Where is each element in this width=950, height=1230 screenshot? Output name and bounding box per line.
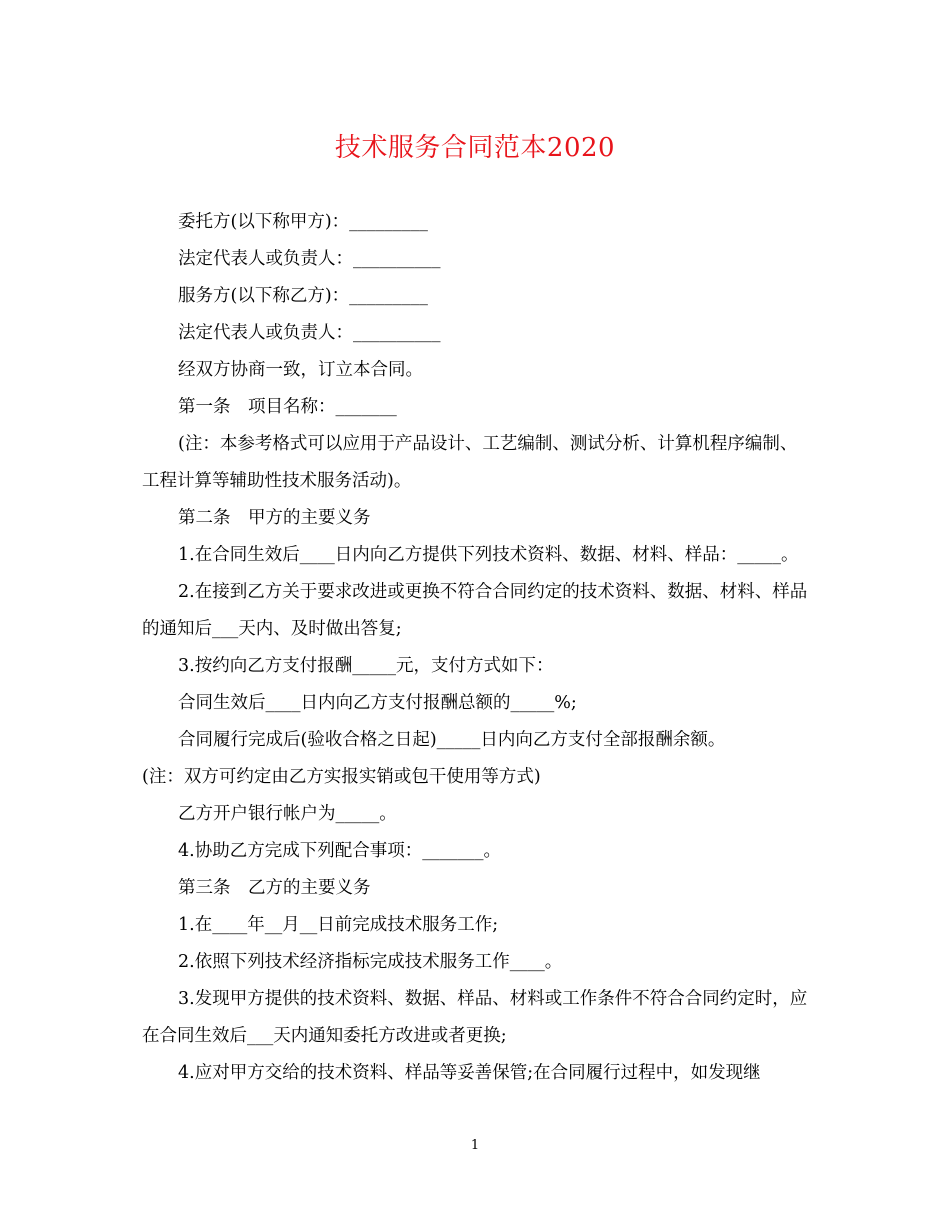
article-3-item-3: 3.发现甲方提供的技术资料、数据、样品、材料或工作条件不符合合同约定时，应在合同生效后___天内通知委托方改进或者更换;	[142, 989, 808, 1046]
payment-term-2: 合同履行完成后(验收合格之日起)_____日内向乙方支付全部报酬余额。	[178, 730, 726, 750]
article-2-item-4: 4.协助乙方完成下列配合事项：_______。	[178, 841, 501, 861]
article-3-item-2: 2.依照下列技术经济指标完成技术服务工作____。	[178, 952, 563, 972]
paragraph-note-payment: (注：双方可约定由乙方实报实销或包干使用等方式)	[142, 767, 541, 787]
paragraph-bank-account: 乙方开户银行帐户为_____。	[178, 804, 397, 824]
paragraph-agreement: 经双方协商一致，订立本合同。	[178, 360, 423, 380]
payment-term-1: 合同生效后____日内向乙方支付报酬总额的_____%;	[178, 693, 577, 713]
paragraph-client-representative: 法定代表人或负责人：__________	[178, 249, 441, 269]
paragraph-provider: 服务方(以下称乙方)：_________	[178, 286, 428, 306]
article-2-item-2: 2.在接到乙方关于要求改进或更换不符合合同约定的技术资料、数据、材料、样品的通知后___天内、及时做出答复;	[142, 582, 808, 639]
article-2-item-3: 3.按约向乙方支付报酬_____元，支付方式如下：	[178, 656, 554, 676]
article-3-item-1: 1.在____年__月__日前完成技术服务工作;	[178, 915, 499, 935]
article-3-heading: 第三条 乙方的主要义务	[178, 878, 371, 898]
article-2-item-1: 1.在合同生效后____日内向乙方提供下列技术资料、数据、材料、样品：_____。	[178, 545, 799, 565]
document-body	[142, 204, 810, 1092]
page-number: 1	[470, 1138, 480, 1153]
article-2-heading: 第二条 甲方的主要义务	[178, 508, 371, 528]
paragraph-note-scope: (注：本参考格式可以应用于产品设计、工艺编制、测试分析、计算机程序编制、工程计算等辅助性技术服务活动)。	[142, 434, 798, 491]
paragraph-provider-representative: 法定代表人或负责人：__________	[178, 323, 441, 343]
paragraph-client: 委托方(以下称甲方)：_________	[178, 212, 428, 232]
document-title: 技术服务合同范本2020	[334, 133, 616, 163]
article-1-heading: 第一条 项目名称：_______	[178, 397, 397, 417]
article-3-item-4: 4.应对甲方交给的技术资料、样品等妥善保管;在合同履行过程中，如发现继	[178, 1063, 761, 1083]
